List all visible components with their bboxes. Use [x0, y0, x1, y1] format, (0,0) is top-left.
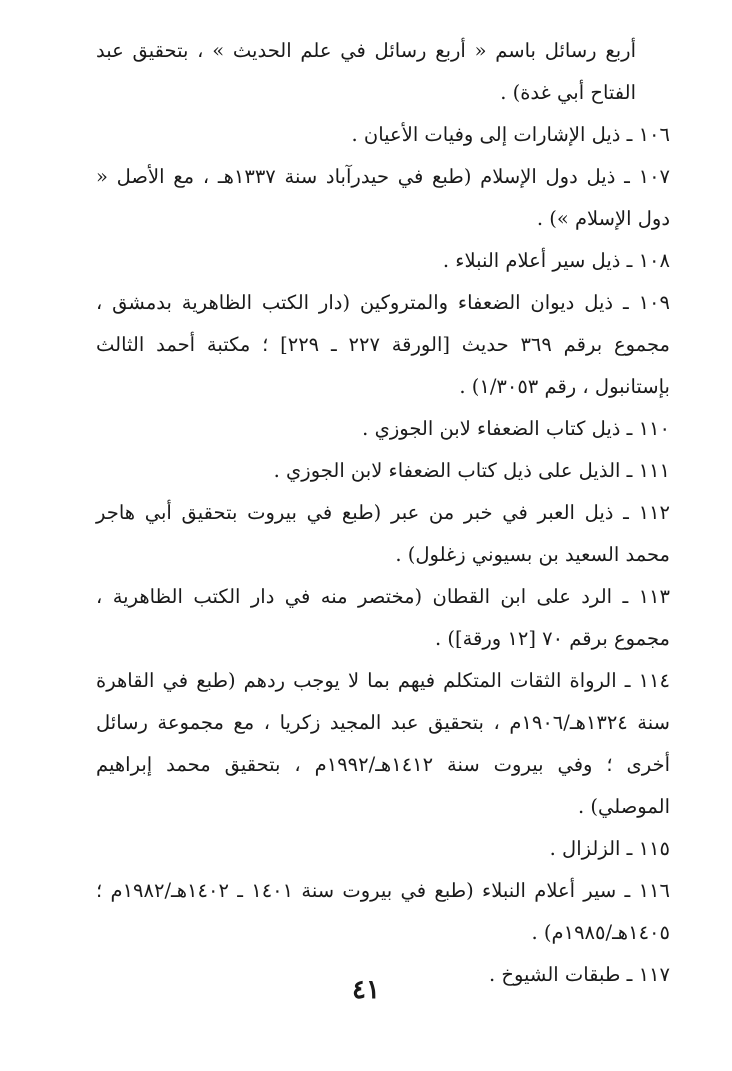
entry-number: ١٠٧ — [638, 165, 671, 188]
entry-text: ذيل كتاب الضعفاء لابن الجوزي . — [362, 417, 621, 440]
entry-number: ١١٥ — [638, 837, 670, 860]
entry-number: ١٠٩ — [638, 291, 670, 314]
entry-115 — [96, 828, 670, 870]
entry-text: ذيل ديوان الضعفاء والمتروكين (دار الكتب الظاهرية بدمشق ، مجموع برقم ٣٦٩ حديث [الورقة ٢٢٧ ـ ٢٢٩] ؛ مكتبة أحمد الثالث بإستانبول ، رقم ١/٣٠٥٣) . — [96, 291, 670, 398]
entry-number: ١٠٦ — [638, 123, 670, 146]
entry-number: ١١٠ — [638, 417, 670, 440]
entry-number: ١١٦ — [638, 879, 670, 902]
page-body — [96, 30, 670, 996]
entry-dash: ـ — [615, 165, 639, 188]
entry-dash: ـ — [616, 669, 639, 692]
entry-dash: ـ — [620, 123, 639, 146]
entry-number: ١١٣ — [638, 585, 670, 608]
entry-text: ذيل دول الإسلام (طبع في حيدرآباد سنة ١٣٣٧هـ ، مع الأصل « دول الإسلام ») . — [96, 165, 670, 230]
entry-dash: ـ — [616, 879, 639, 902]
entry-number: ١١٤ — [638, 669, 670, 692]
entry-text: الزلزال . — [549, 837, 621, 860]
intro-continuation — [96, 30, 670, 114]
entry-107 — [96, 156, 670, 240]
entry-dash: ـ — [620, 417, 639, 440]
entry-dash: ـ — [620, 837, 639, 860]
entry-text: ذيل العبر في خبر من عبر (طبع في بيروت بتحقيق أبي هاجر محمد السعيد بن بسيوني زغلول) . — [96, 501, 670, 566]
entry-112 — [96, 492, 670, 576]
entry-text: ذيل الإشارات إلى وفيات الأعيان . — [351, 123, 621, 146]
entry-text: ذيل سير أعلام النبلاء . — [442, 249, 621, 272]
entry-text: سير أعلام النبلاء (طبع في بيروت سنة ١٤٠١ ـ ١٤٠٢هـ/١٩٨٢م ؛ ١٤٠٥هـ/١٩٨٥م) . — [96, 879, 670, 944]
entry-110 — [96, 408, 670, 450]
page-number: ٤١ — [352, 975, 380, 1005]
entry-111 — [96, 450, 670, 492]
entry-number: ١١٧ — [638, 963, 670, 986]
entry-text: الذيل على ذيل كتاب الضعفاء لابن الجوزي . — [273, 459, 621, 482]
entry-number: ١١٢ — [638, 501, 670, 524]
entry-dash: ـ — [613, 291, 639, 314]
entry-dash: ـ — [620, 249, 639, 272]
entry-109 — [96, 282, 670, 408]
entry-text: الرواة الثقات المتكلم فيهم بما لا يوجب ردهم (طبع في القاهرة سنة ١٣٢٤هـ/١٩٠٦م ، بتحقيق عبد المجيد زكريا ، مع مجموعة رسائل أخرى ؛ وفي بيروت سنة ١٤١٢هـ/١٩٩٢م ، بتحقيق محمد إبراهيم الموصلي) . — [96, 669, 671, 818]
entry-dash: ـ — [613, 501, 639, 524]
entry-text: طبقات الشيوخ . — [488, 963, 621, 986]
entry-number: ١١١ — [638, 459, 670, 482]
entry-113 — [96, 576, 670, 660]
entry-114 — [96, 660, 670, 828]
entry-108 — [96, 240, 670, 282]
intro-text: أربع رسائل باسم « أربع رسائل في علم الحديث » ، بتحقيق عبد الفتاح أبي غدة) . — [96, 39, 636, 104]
entry-dash: ـ — [620, 459, 639, 482]
entry-dash: ـ — [620, 963, 639, 986]
entry-number: ١٠٨ — [638, 249, 670, 272]
entry-dash: ـ — [612, 585, 639, 608]
entry-116 — [96, 870, 670, 954]
entry-106 — [96, 114, 670, 156]
entry-text: الرد على ابن القطان (مختصر منه في دار الكتب الظاهرية ، مجموع برقم ٧٠ [١٢ ورقة]) . — [96, 585, 670, 650]
